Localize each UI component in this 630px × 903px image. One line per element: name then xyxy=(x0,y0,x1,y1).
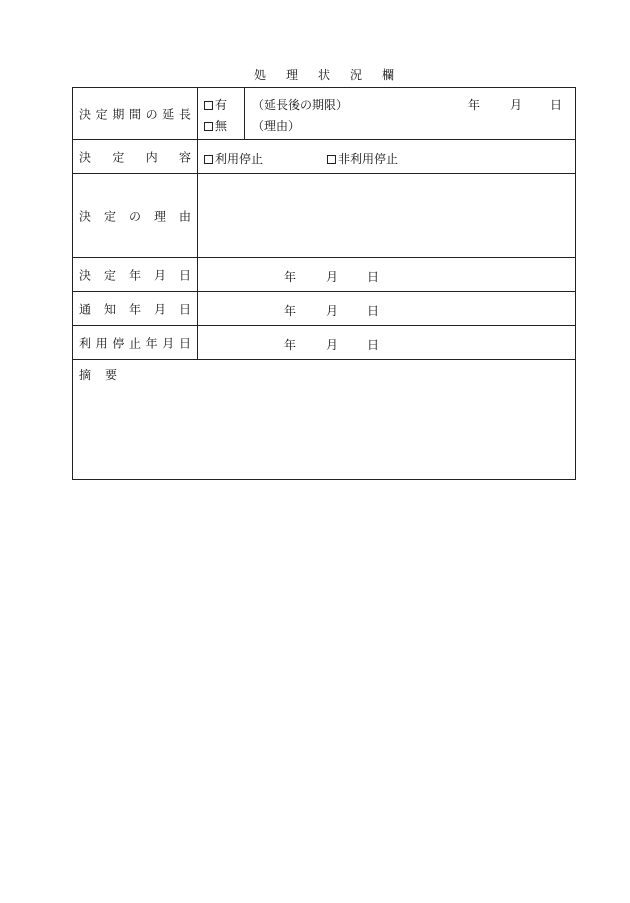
option-yes[interactable]: 有 xyxy=(204,96,227,113)
decision-reason-field[interactable] xyxy=(198,174,575,257)
deadline-day: 日 xyxy=(550,98,563,112)
suspend-date-row xyxy=(73,326,575,360)
option-suspend[interactable]: 利用停止 xyxy=(204,150,263,167)
decision-reason-label: 決 定 の 理 由 xyxy=(79,209,191,223)
extension-sub-divider xyxy=(244,88,245,139)
decision-content-label: 決 定 内 容 xyxy=(79,150,191,164)
extension-value-cell xyxy=(198,88,575,139)
checkbox-yes[interactable] xyxy=(204,101,213,110)
extension-row xyxy=(73,88,575,140)
notice-date-label: 通 知 年 月 日 xyxy=(79,302,191,316)
deadline-year: 年 xyxy=(468,98,481,112)
checkbox-suspend[interactable] xyxy=(204,155,213,164)
decision-date-field[interactable]: 年 月 日 xyxy=(284,270,380,284)
form-title: 処理状況欄 xyxy=(253,68,414,82)
extension-label: 決 定 期 間 の 延 長 xyxy=(79,107,191,121)
processing-status-table xyxy=(72,87,576,480)
memo-label: 摘要 xyxy=(79,368,132,382)
decision-content-row xyxy=(73,140,575,174)
extension-label-cell xyxy=(73,88,198,139)
option-no[interactable]: 無 xyxy=(204,117,227,134)
option-no-suspend[interactable]: 非利用停止 xyxy=(327,150,398,167)
decision-date-label: 決 定 年 月 日 xyxy=(79,268,191,282)
decision-date-row xyxy=(73,258,575,292)
extended-deadline-label: （延長後の期限） xyxy=(252,98,349,112)
checkbox-no[interactable] xyxy=(204,122,213,131)
deadline-month: 月 xyxy=(510,98,523,112)
decision-reason-row xyxy=(73,174,575,258)
checkbox-no-suspend[interactable] xyxy=(327,155,336,164)
memo-row[interactable] xyxy=(73,360,575,479)
notice-date-field[interactable]: 年 月 日 xyxy=(284,304,380,318)
extension-reason-label: （理由） xyxy=(252,119,301,133)
suspend-date-label: 利 用 停 止 年 月 日 xyxy=(79,336,191,350)
suspend-date-field[interactable]: 年 月 日 xyxy=(284,338,380,352)
notice-date-row xyxy=(73,292,575,326)
